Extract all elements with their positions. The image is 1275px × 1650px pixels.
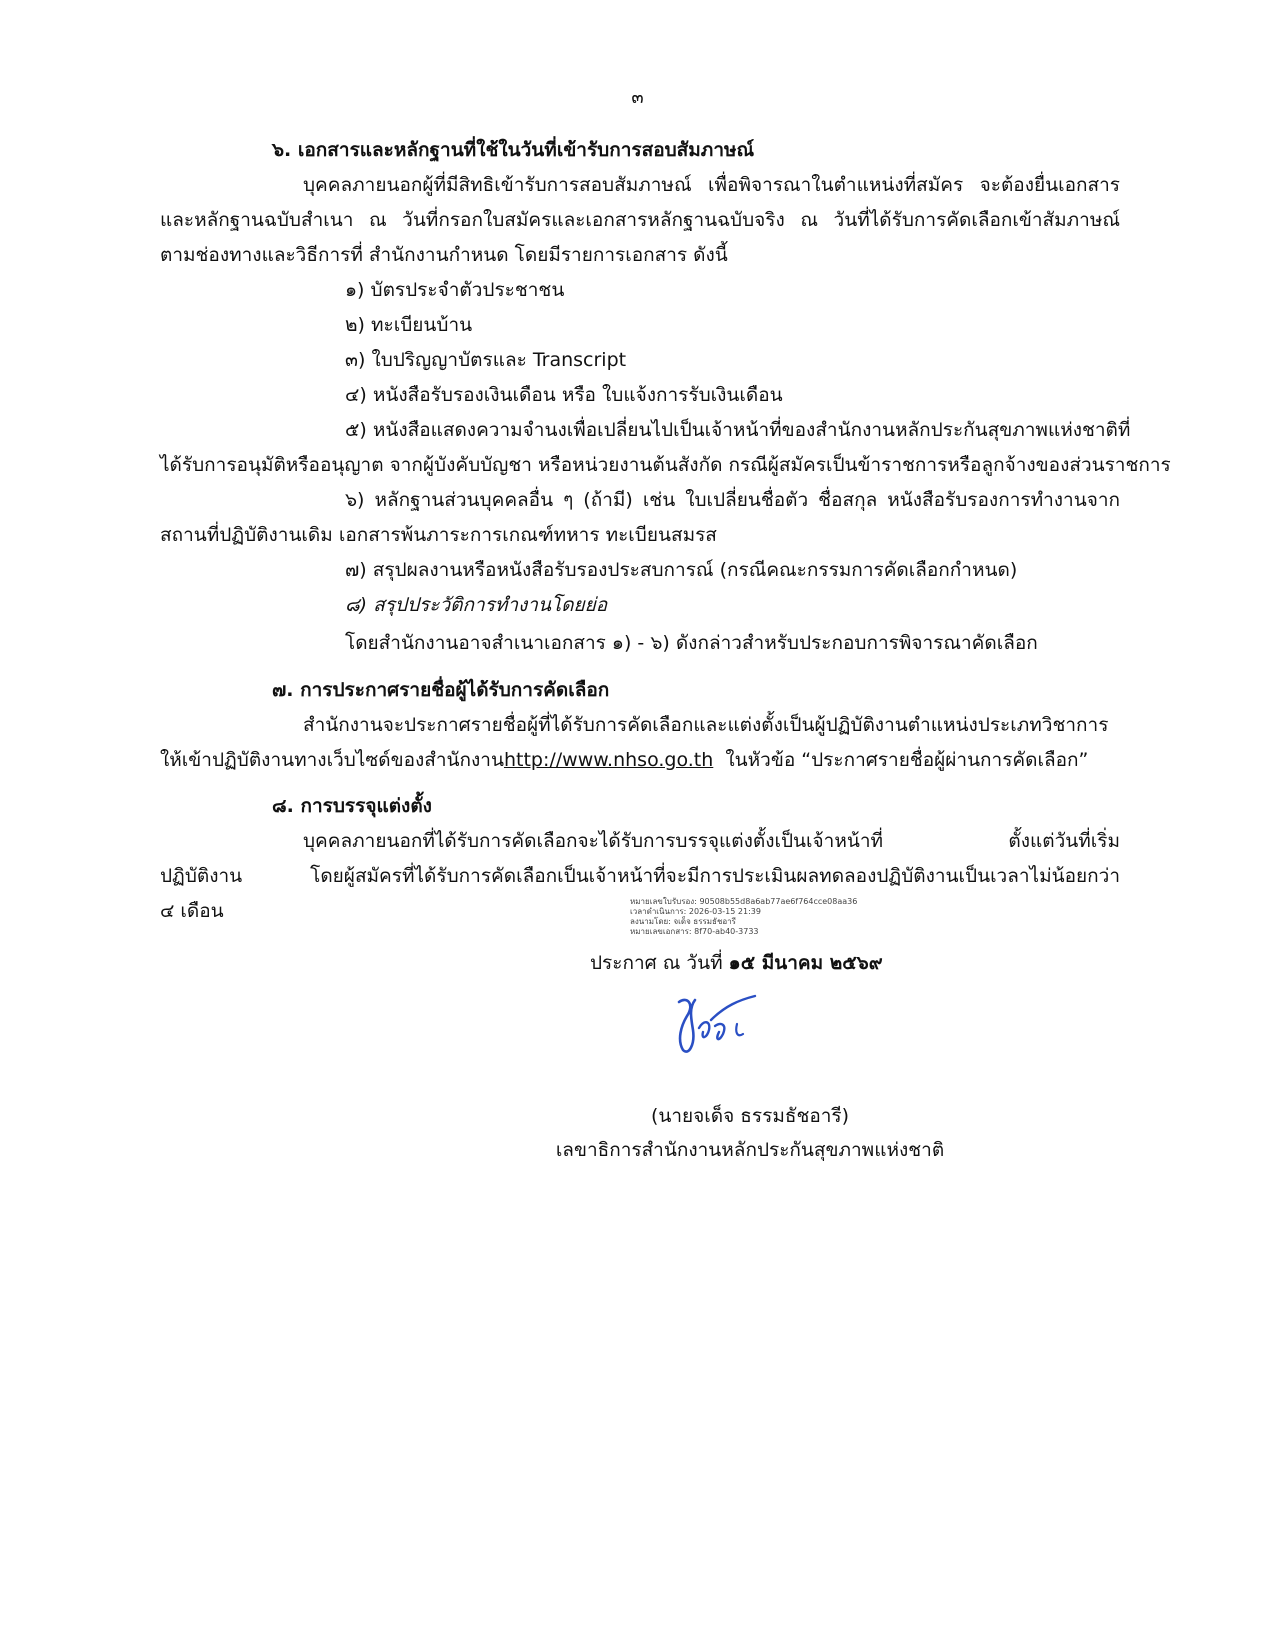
date-prefix: ประกาศ ณ วันที่ (590, 952, 723, 974)
document-list-item: ๒) ทะเบียนบ้าน (345, 314, 473, 336)
stamp-document-number: หมายเลขเอกสาร: 8f70-ab40-3733 (630, 927, 759, 936)
document-list-item: ๑) บัตรประจำตัวประชาชน (345, 279, 565, 301)
document-list-item-continuation: สถานที่ปฏิบัติงานเดิม เอกสารพ้นภาระการเกณฑ์ทหาร ทะเบียนสมรส (160, 524, 717, 546)
section-7-text: ให้เข้าปฏิบัติงานทางเว็บไซด์ของสำนักงาน (160, 749, 504, 771)
document-list-item: ๘) สรุปประวัติการทำงานโดยย่อ (345, 594, 608, 616)
section-7-paragraph-line: สำนักงานจะประกาศรายชื่อผู้ที่ได้รับการคัดเลือกและแต่งตั้งเป็นผู้ปฏิบัติงานตำแหน่งประเภทวิชาการ (303, 714, 1109, 736)
section-6-paragraph-line: ตามช่องทางและวิธีการที่ สำนักงานกำหนด โดยมีรายการเอกสาร ดังนี้ (160, 244, 728, 266)
stamp-timestamp: เวลาดำเนินการ: 2026-03-15 21:39 (630, 907, 761, 916)
nhso-website-link[interactable]: http://www.nhso.go.th (503, 749, 714, 771)
signer-name: (นายจเด็จ ธรรมธัชอารี) (650, 1105, 850, 1127)
document-list-item: ๔) หนังสือรับรองเงินเดือน หรือ ใบแจ้งการรับเงินเดือน (345, 384, 783, 406)
section-8-paragraph-line: ๔ เดือน (160, 900, 224, 922)
section-7-heading: ๗. การประกาศรายชื่อผู้ได้รับการคัดเลือก (272, 679, 610, 701)
document-list-item: ๕) หนังสือแสดงความจำนงเพื่อเปลี่ยนไปเป็นเจ้าหน้าที่ของสำนักงานหลักประกันสุขภาพแห่งชาติที่ (345, 419, 1131, 441)
document-list-item: ๖) หลักฐานส่วนบุคคลอื่น ๆ (ถ้ามี) เช่น ใบเปลี่ยนชื่อตัว ชื่อสกุล หนังสือรับรองการทำงานจาก (345, 489, 1120, 511)
document-list-item: ๗) สรุปผลงานหรือหนังสือรับรองประสบการณ์ (กรณีคณะกรรมการคัดเลือกกำหนด) (345, 559, 1018, 581)
section-7-text: ในหัวข้อ “ประกาศรายชื่อผู้ผ่านการคัดเลือก” (713, 749, 1089, 771)
section-6-note: โดยสำนักงานอาจสำเนาเอกสาร ๑) - ๖) ดังกล่าวสำหรับประกอบการพิจารณาคัดเลือก (345, 632, 1038, 654)
document-list-item-continuation: ได้รับการอนุมัติหรืออนุญาต จากผู้บังคับบัญชา หรือหน่วยงานต้นสังกัด กรณีผู้สมัครเป็นข้าราชการหรือลูกจ้างของส่วนราชการ (160, 454, 1171, 476)
stamp-certificate-number: หมายเลขใบรับรอง: 90508b55d8a6ab77ae6f764cce08aa36 (630, 897, 858, 906)
handwritten-signature-icon (665, 990, 765, 1060)
section-8-paragraph-line: บุคคลภายนอกที่ได้รับการคัดเลือกจะได้รับการบรรจุแต่งตั้งเป็นเจ้าหน้าที่ ตั้งแต่วันที่เริ่ม (303, 830, 1120, 852)
e-signature-stamp (630, 897, 857, 937)
section-6-heading: ๖. เอกสารและหลักฐานที่ใช้ในวันที่เข้ารับการสอบสัมภาษณ์ (272, 139, 755, 161)
date-value: ๑๕ มีนาคม ๒๕๖๙ (728, 952, 883, 974)
signer-title: เลขาธิการสำนักงานหลักประกันสุขภาพแห่งชาติ (555, 1139, 945, 1161)
section-8-heading: ๘. การบรรจุแต่งตั้ง (272, 795, 432, 817)
document-list-item: ๓) ใบปริญญาบัตรและ Transcript (345, 349, 627, 371)
stamp-signed-by: ลงนามโดย: จเด็จ ธรรมธัชอารี (630, 917, 736, 926)
announcement-date (590, 950, 883, 976)
page-number: ๓ (631, 87, 644, 108)
section-6-paragraph-line: และหลักฐานฉบับสำเนา ณ วันที่กรอกใบสมัครและเอกสารหลักฐานฉบับจริง ณ วันที่ได้รับการคัดเลือกเข้าสัมภาษณ์ (160, 209, 1120, 231)
section-7-paragraph-line (160, 747, 1088, 773)
section-8-paragraph-line: ปฏิบัติงาน โดยผู้สมัครที่ได้รับการคัดเลือกเป็นเจ้าหน้าที่จะมีการประเมินผลทดลองปฏิบัติงานเป็นเวลาไม่น้อยกว่า (160, 865, 1120, 887)
section-6-paragraph-line: บุคคลภายนอกผู้ที่มีสิทธิเข้ารับการสอบสัมภาษณ์ เพื่อพิจารณาในตำแหน่งที่สมัคร จะต้องยื่นเอกสาร (303, 174, 1120, 196)
